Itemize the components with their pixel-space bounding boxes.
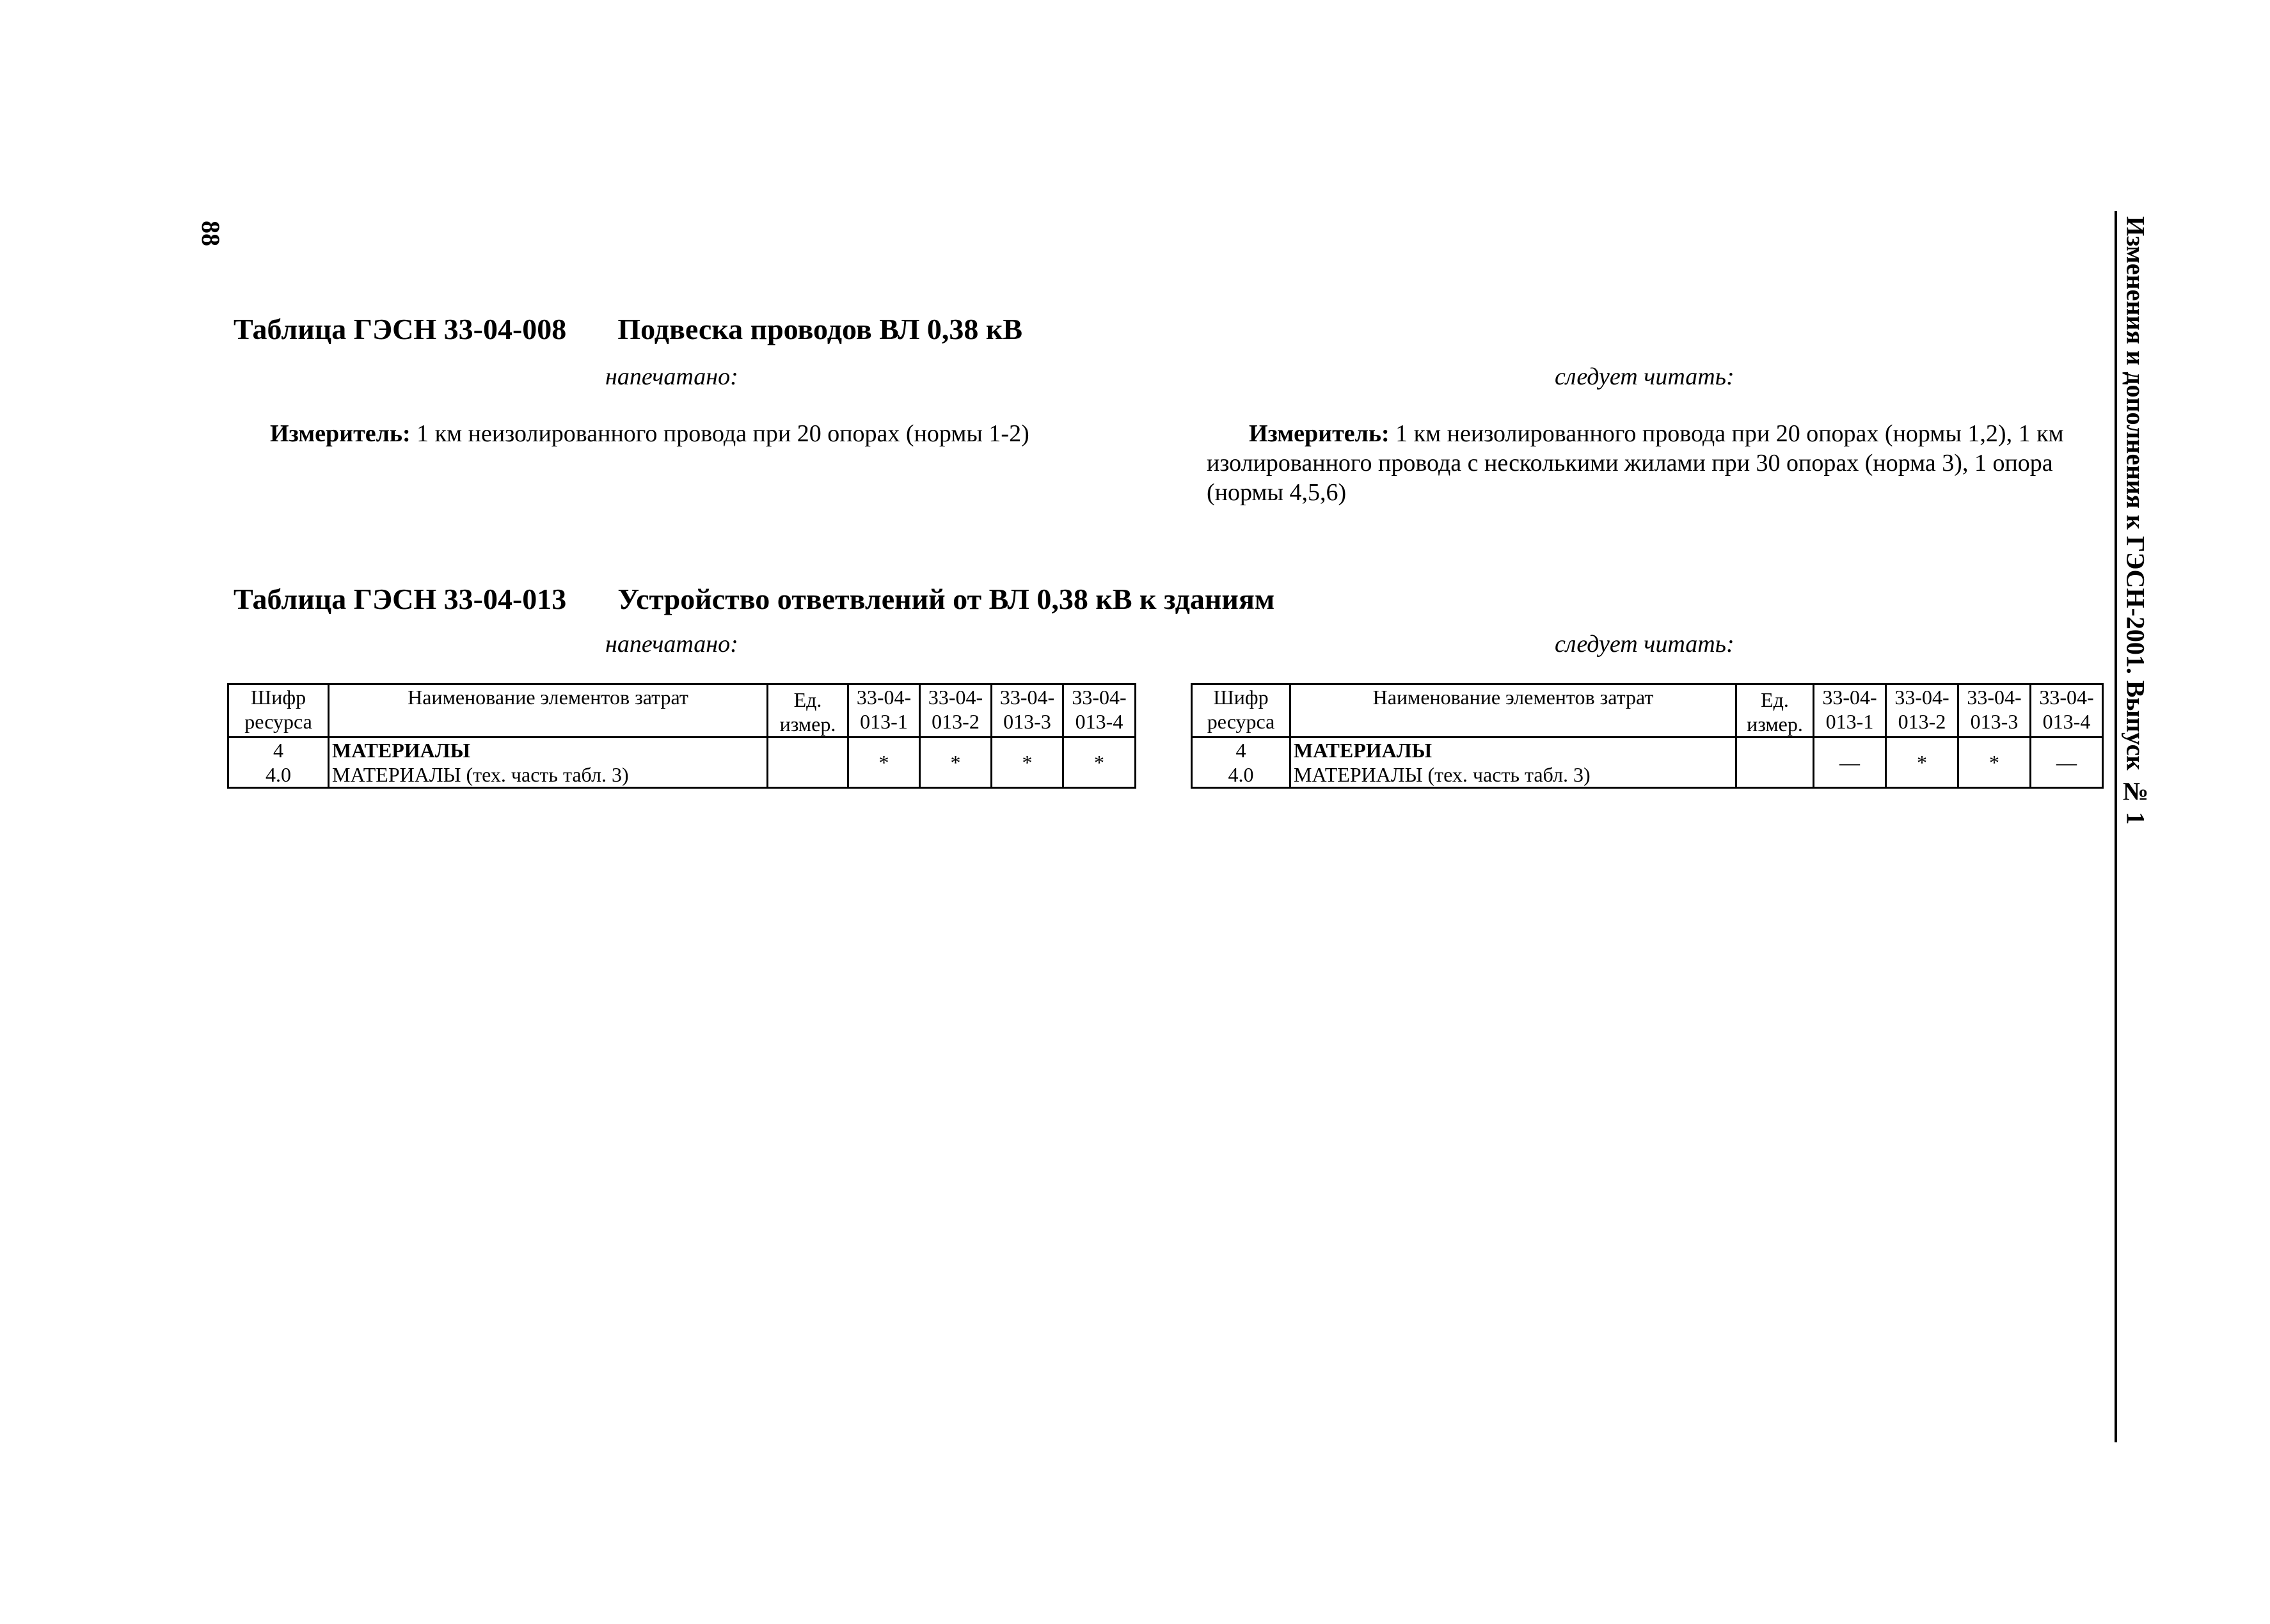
row-code: 4 [1192, 737, 1290, 763]
section1-title-code: Таблица ГЭСН 33-04-008 [234, 313, 567, 345]
measure-label: Измеритель: [270, 420, 411, 447]
row-code: 4.0 [228, 762, 329, 788]
section1-should-read-label: следует читать: [1555, 363, 1734, 390]
section1-printed-label: напечатано: [605, 363, 738, 390]
section2-should-read-label: следует читать: [1555, 631, 1734, 658]
section2-title-code: Таблица ГЭСН 33-04-013 [234, 583, 567, 615]
value-cell: * [1958, 737, 2031, 788]
header-col-1: 33-04-013-1 [1814, 684, 1886, 737]
value-cell: — [2031, 737, 2103, 788]
header-col-3: 33-04-013-3 [1958, 684, 2031, 737]
table-header-row [228, 684, 1136, 737]
value-cell: * [1886, 737, 1958, 788]
value-cell: * [848, 737, 920, 788]
header-col-2: 33-04-013-2 [920, 684, 992, 737]
measure-label: Измеритель: [1249, 420, 1390, 447]
header-col-1: 33-04-013-1 [848, 684, 920, 737]
page-number: 88 [196, 221, 226, 246]
row-code: 4.0 [1192, 762, 1290, 788]
table-row [1192, 737, 2103, 763]
header-name: Наименование элементов затрат [1290, 684, 1736, 737]
measure-text: 1 км неизолированного провода при 20 опорах (нормы 1,2), 1 км изолированного провода с несколькими жилами при 30 опорах (норма 3), 1 опора (нормы 4,5,6) [1207, 420, 2064, 506]
header-col-3: 33-04-013-3 [992, 684, 1063, 737]
table-row [228, 737, 1136, 763]
table-header-row [1192, 684, 2103, 737]
section1-printed-measure [270, 419, 1115, 448]
header-name: Наименование элементов затрат [329, 684, 768, 737]
running-header: Изменения и дополнения к ГЭСН-2001. Выпуск № 1 [2121, 216, 2150, 825]
row-name: МАТЕРИАЛЫ [329, 737, 768, 763]
section1-title-name: Подвеска проводов ВЛ 0,38 кВ [617, 313, 1023, 345]
section2-title-name: Устройство ответвлений от ВЛ 0,38 кВ к зданиям [617, 583, 1275, 615]
header-col-4: 33-04-013-4 [1063, 684, 1136, 737]
row-unit [768, 737, 848, 788]
section1-should-read-measure [1207, 419, 2077, 507]
header-col-2: 33-04-013-2 [1886, 684, 1958, 737]
section2-title [234, 582, 1274, 616]
header-col-4: 33-04-013-4 [2031, 684, 2103, 737]
measure-text: 1 км неизолированного провода при 20 опорах (нормы 1-2) [410, 420, 1029, 447]
row-name: МАТЕРИАЛЫ [1290, 737, 1736, 763]
section2-printed-label: напечатано: [605, 631, 738, 658]
row-name: МАТЕРИАЛЫ (тех. часть табл. 3) [1290, 762, 1736, 788]
row-name: МАТЕРИАЛЫ (тех. часть табл. 3) [329, 762, 768, 788]
row-code: 4 [228, 737, 329, 763]
header-unit: Ед. измер. [768, 684, 848, 737]
value-cell: * [920, 737, 992, 788]
printed-table [227, 683, 1136, 789]
row-unit [1736, 737, 1814, 788]
header-code: Шифр ресурса [228, 684, 329, 737]
header-code: Шифр ресурса [1192, 684, 1290, 737]
section1-title [234, 312, 1022, 346]
value-cell: * [1063, 737, 1136, 788]
value-cell: * [992, 737, 1063, 788]
value-cell: — [1814, 737, 1886, 788]
header-unit: Ед. измер. [1736, 684, 1814, 737]
margin-rule [2115, 211, 2117, 1442]
should-read-table [1191, 683, 2104, 789]
